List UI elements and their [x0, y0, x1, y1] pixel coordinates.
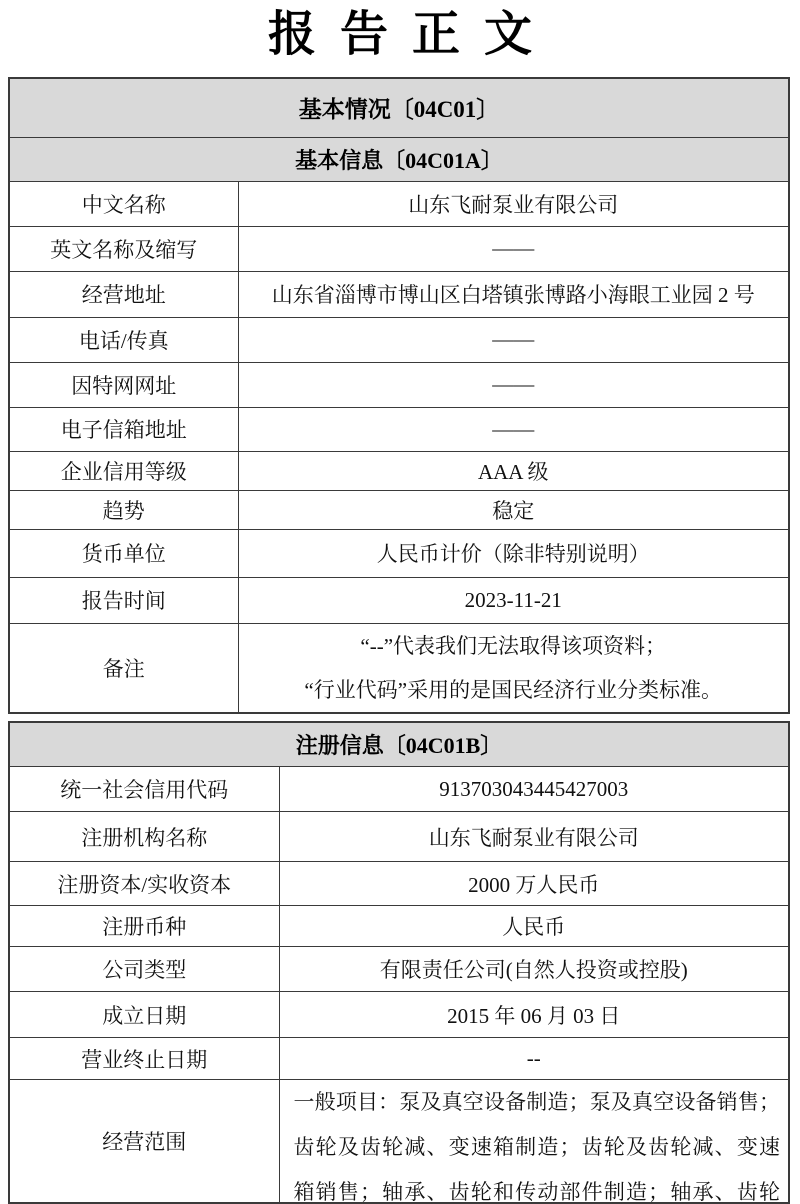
row-label: 注册资本/实收资本 — [9, 862, 279, 906]
row-label: 经营范围 — [9, 1080, 279, 1204]
table-row — [9, 407, 789, 451]
subsection-header: 基本信息〔04C01A〕 — [9, 137, 789, 181]
table-row — [9, 226, 789, 271]
row-value — [238, 623, 789, 713]
page-title: 报告正文 — [267, 8, 556, 61]
table-row-remark — [9, 623, 789, 713]
table-row — [9, 812, 789, 862]
row-value: —— — [238, 226, 789, 271]
table-row — [9, 271, 789, 317]
row-value: 山东飞耐泵业有限公司 — [279, 812, 789, 862]
row-label: 英文名称及缩写 — [9, 226, 238, 271]
section-header-row — [9, 722, 789, 767]
subsection-header-row — [9, 137, 789, 181]
table-row — [9, 577, 789, 623]
row-value: 山东省淄博市博山区白塔镇张博路小海眼工业园 2 号 — [238, 271, 789, 317]
table-row — [9, 362, 789, 407]
remark-line: “--”代表我们无法取得该项资料； — [360, 633, 667, 658]
row-value: 913703043445427003 — [279, 767, 789, 812]
section-header-row — [9, 78, 789, 137]
row-value: 2000 万人民币 — [279, 862, 789, 906]
table-row — [9, 451, 789, 490]
row-value: 2023-11-21 — [238, 577, 789, 623]
table-row — [9, 1038, 789, 1080]
basic-info-table — [8, 77, 790, 714]
scope-line: 箱销售；轴承、齿轮和传动部件制造；轴承、齿轮 — [293, 1180, 780, 1202]
table-row — [9, 490, 789, 529]
row-value: 2015 年 06 月 03 日 — [279, 992, 789, 1038]
table-row — [9, 767, 789, 812]
row-label: 营业终止日期 — [9, 1038, 279, 1080]
row-label: 注册币种 — [9, 906, 279, 947]
row-value: 稳定 — [238, 490, 789, 529]
row-label: 趋势 — [9, 490, 238, 529]
row-label: 电子信箱地址 — [9, 407, 238, 451]
row-value: —— — [238, 362, 789, 407]
row-value — [279, 1080, 789, 1204]
row-label: 企业信用等级 — [9, 451, 238, 490]
row-label: 统一社会信用代码 — [9, 767, 279, 812]
table-row — [9, 992, 789, 1038]
table-row — [9, 529, 789, 577]
remark-line: “行业代码”采用的是国民经济行业分类标准。 — [304, 677, 723, 702]
row-value: AAA 级 — [238, 451, 789, 490]
table-row — [9, 317, 789, 362]
row-value: -- — [279, 1038, 789, 1080]
table-row-business-scope — [9, 1080, 789, 1204]
row-value: —— — [238, 317, 789, 362]
table-row — [9, 906, 789, 947]
table-row — [9, 947, 789, 992]
row-label: 货币单位 — [9, 529, 238, 577]
row-label: 经营地址 — [9, 271, 238, 317]
scope-line: 一般项目：泵及真空设备制造；泵及真空设备销售； — [293, 1090, 780, 1114]
row-value: 有限责任公司(自然人投资或控股) — [279, 947, 789, 992]
table-row — [9, 181, 789, 226]
table-row — [9, 862, 789, 906]
row-label: 报告时间 — [9, 577, 238, 623]
row-value: 人民币 — [279, 906, 789, 947]
row-label: 注册机构名称 — [9, 812, 279, 862]
section-header: 基本情况〔04C01〕 — [9, 78, 789, 137]
registration-table — [8, 721, 790, 1204]
row-value: 山东飞耐泵业有限公司 — [238, 181, 789, 226]
row-label: 电话/传真 — [9, 317, 238, 362]
scope-line: 齿轮及齿轮减、变速箱制造；齿轮及齿轮减、变速 — [293, 1135, 780, 1159]
row-value: 人民币计价（除非特别说明） — [238, 529, 789, 577]
row-label: 备注 — [9, 623, 238, 713]
row-label: 成立日期 — [9, 992, 279, 1038]
section-header: 注册信息〔04C01B〕 — [9, 722, 789, 767]
row-label: 因特网网址 — [9, 362, 238, 407]
row-label: 公司类型 — [9, 947, 279, 992]
row-value: —— — [238, 407, 789, 451]
business-scope-text — [294, 1080, 781, 1202]
row-label: 中文名称 — [9, 181, 238, 226]
